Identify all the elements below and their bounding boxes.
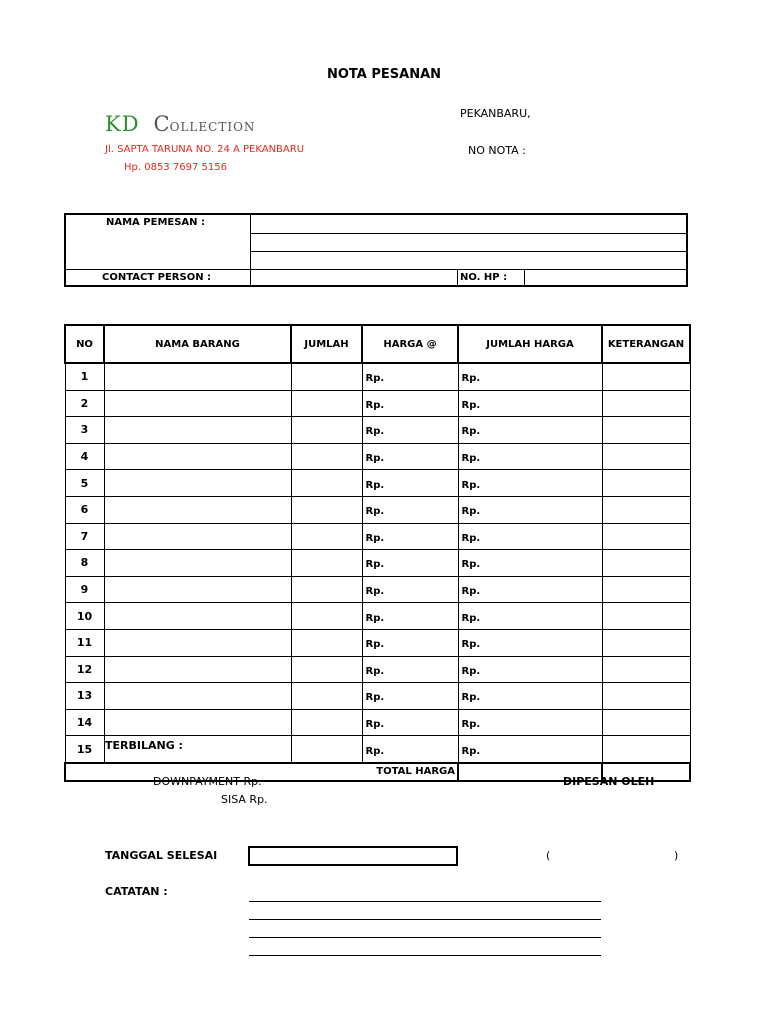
- header-nama-barang: NAMA BARANG: [104, 325, 291, 363]
- row-no: 8: [65, 550, 104, 577]
- row-harga: Rp.: [362, 390, 458, 417]
- row-jumlah: [291, 709, 362, 736]
- row-harga: Rp.: [362, 417, 458, 444]
- row-nama-barang: [104, 576, 291, 603]
- no-hp-label: NO. HP :: [460, 272, 508, 283]
- row-jumlah-harga: Rp.: [458, 470, 602, 497]
- row-jumlah-harga: Rp.: [458, 443, 602, 470]
- row-no: 15: [65, 736, 104, 763]
- logo-c: C: [153, 112, 170, 136]
- row-harga: Rp.: [362, 736, 458, 763]
- row-jumlah: [291, 683, 362, 710]
- row-harga: Rp.: [362, 709, 458, 736]
- page-title: NOTA PESANAN: [326, 67, 442, 82]
- tanggal-selesai-field[interactable]: [248, 846, 458, 866]
- row-jumlah: [291, 576, 362, 603]
- row-jumlah: [291, 363, 362, 390]
- table-row: [65, 390, 690, 417]
- row-no: 11: [65, 629, 104, 656]
- row-harga: Rp.: [362, 363, 458, 390]
- sisa-label: SISA Rp.: [221, 793, 268, 806]
- table-row: [65, 496, 690, 523]
- signature-paren-open: (: [546, 849, 551, 862]
- table-row: [65, 550, 690, 577]
- row-keterangan: [602, 603, 690, 630]
- row-jumlah: [291, 656, 362, 683]
- company-address: Jl. SAPTA TARUNA NO. 24 A PEKANBARU: [105, 144, 305, 155]
- catatan-line: [249, 937, 601, 938]
- row-jumlah: [291, 496, 362, 523]
- catatan-line: [249, 955, 601, 956]
- row-jumlah: [291, 443, 362, 470]
- table-row: [65, 709, 690, 736]
- row-jumlah-harga: Rp.: [458, 550, 602, 577]
- table-header-row: [65, 325, 690, 363]
- nama-pemesan-label: NAMA PEMESAN :: [106, 217, 206, 228]
- table-row: [65, 656, 690, 683]
- row-jumlah-harga: Rp.: [458, 683, 602, 710]
- row-no: 5: [65, 470, 104, 497]
- table-row: [65, 417, 690, 444]
- signature-paren-close: ): [674, 849, 679, 862]
- downpayment-label: DOWNPAYMENT Rp.: [153, 775, 262, 788]
- row-no: 13: [65, 683, 104, 710]
- row-harga: Rp.: [362, 629, 458, 656]
- row-no: 6: [65, 496, 104, 523]
- row-keterangan: [602, 683, 690, 710]
- row-jumlah-harga: Rp.: [458, 629, 602, 656]
- row-keterangan: [602, 443, 690, 470]
- row-no: 3: [65, 417, 104, 444]
- row-nama-barang: [104, 470, 291, 497]
- row-keterangan: [602, 576, 690, 603]
- company-phone: Hp. 0853 7697 5156: [124, 162, 227, 173]
- terbilang-label: TERBILANG :: [105, 739, 183, 752]
- row-jumlah: [291, 470, 362, 497]
- header-jumlah-harga: JUMLAH HARGA: [458, 325, 602, 363]
- row-keterangan: [602, 629, 690, 656]
- row-jumlah: [291, 550, 362, 577]
- row-jumlah: [291, 523, 362, 550]
- divider: [457, 269, 458, 285]
- divider: [250, 215, 251, 285]
- catatan-line: [249, 901, 601, 902]
- header-harga: HARGA @: [362, 325, 458, 363]
- row-no: 12: [65, 656, 104, 683]
- row-jumlah: [291, 417, 362, 444]
- row-jumlah-harga: Rp.: [458, 523, 602, 550]
- row-nama-barang: [104, 656, 291, 683]
- customer-box: [64, 213, 688, 287]
- row-nama-barang: [104, 523, 291, 550]
- row-jumlah: [291, 736, 362, 763]
- row-nama-barang: [104, 709, 291, 736]
- header-no: NO: [65, 325, 104, 363]
- row-no: 7: [65, 523, 104, 550]
- row-harga: Rp.: [362, 470, 458, 497]
- row-harga: Rp.: [362, 576, 458, 603]
- row-harga: Rp.: [362, 603, 458, 630]
- row-jumlah: [291, 390, 362, 417]
- row-nama-barang: [104, 390, 291, 417]
- row-keterangan: [602, 363, 690, 390]
- divider: [250, 251, 686, 252]
- divider: [66, 269, 686, 270]
- row-jumlah-harga: Rp.: [458, 603, 602, 630]
- row-jumlah-harga: Rp.: [458, 363, 602, 390]
- row-jumlah-harga: Rp.: [458, 736, 602, 763]
- row-nama-barang: [104, 363, 291, 390]
- row-keterangan: [602, 656, 690, 683]
- row-keterangan: [602, 390, 690, 417]
- company-logo: [105, 112, 255, 136]
- row-nama-barang: [104, 603, 291, 630]
- row-jumlah-harga: Rp.: [458, 496, 602, 523]
- logo-kd: KD: [105, 112, 140, 136]
- table-row: [65, 576, 690, 603]
- row-harga: Rp.: [362, 683, 458, 710]
- row-harga: Rp.: [362, 656, 458, 683]
- row-no: 9: [65, 576, 104, 603]
- table-row: [65, 523, 690, 550]
- row-keterangan: [602, 736, 690, 763]
- row-jumlah-harga: Rp.: [458, 656, 602, 683]
- divider: [250, 233, 686, 234]
- row-no: 4: [65, 443, 104, 470]
- total-label: TOTAL HARGA: [65, 763, 458, 781]
- table-row: [65, 683, 690, 710]
- no-nota-label: NO NOTA :: [468, 144, 526, 157]
- row-harga: Rp.: [362, 523, 458, 550]
- contact-person-label: CONTACT PERSON :: [102, 272, 212, 283]
- row-no: 2: [65, 390, 104, 417]
- row-nama-barang: [104, 629, 291, 656]
- table-row: [65, 470, 690, 497]
- table-row: [65, 629, 690, 656]
- row-keterangan: [602, 550, 690, 577]
- row-keterangan: [602, 470, 690, 497]
- row-keterangan: [602, 709, 690, 736]
- table-row: [65, 363, 690, 390]
- catatan-line: [249, 919, 601, 920]
- row-keterangan: [602, 523, 690, 550]
- row-jumlah: [291, 603, 362, 630]
- header-jumlah: JUMLAH: [291, 325, 362, 363]
- items-table: [64, 324, 691, 782]
- row-harga: Rp.: [362, 496, 458, 523]
- table-row: [65, 443, 690, 470]
- row-harga: Rp.: [362, 550, 458, 577]
- row-jumlah-harga: Rp.: [458, 417, 602, 444]
- row-jumlah-harga: Rp.: [458, 390, 602, 417]
- tanggal-selesai-label: TANGGAL SELESAI: [105, 849, 218, 862]
- row-jumlah-harga: Rp.: [458, 576, 602, 603]
- catatan-label: CATATAN :: [105, 885, 168, 898]
- row-nama-barang: [104, 443, 291, 470]
- city-label: PEKANBARU,: [460, 107, 531, 120]
- row-nama-barang: [104, 496, 291, 523]
- row-no: 1: [65, 363, 104, 390]
- divider: [524, 269, 525, 285]
- row-nama-barang: [104, 683, 291, 710]
- row-nama-barang: [104, 550, 291, 577]
- table-row: [65, 603, 690, 630]
- row-nama-barang: [104, 417, 291, 444]
- row-harga: Rp.: [362, 443, 458, 470]
- row-jumlah: [291, 629, 362, 656]
- logo-rest: OLLECTION: [169, 120, 256, 134]
- dipesan-oleh-label: DIPESAN OLEH: [563, 775, 655, 788]
- row-no: 14: [65, 709, 104, 736]
- row-jumlah-harga: Rp.: [458, 709, 602, 736]
- row-keterangan: [602, 417, 690, 444]
- header-keterangan: KETERANGAN: [602, 325, 690, 363]
- row-no: 10: [65, 603, 104, 630]
- row-keterangan: [602, 496, 690, 523]
